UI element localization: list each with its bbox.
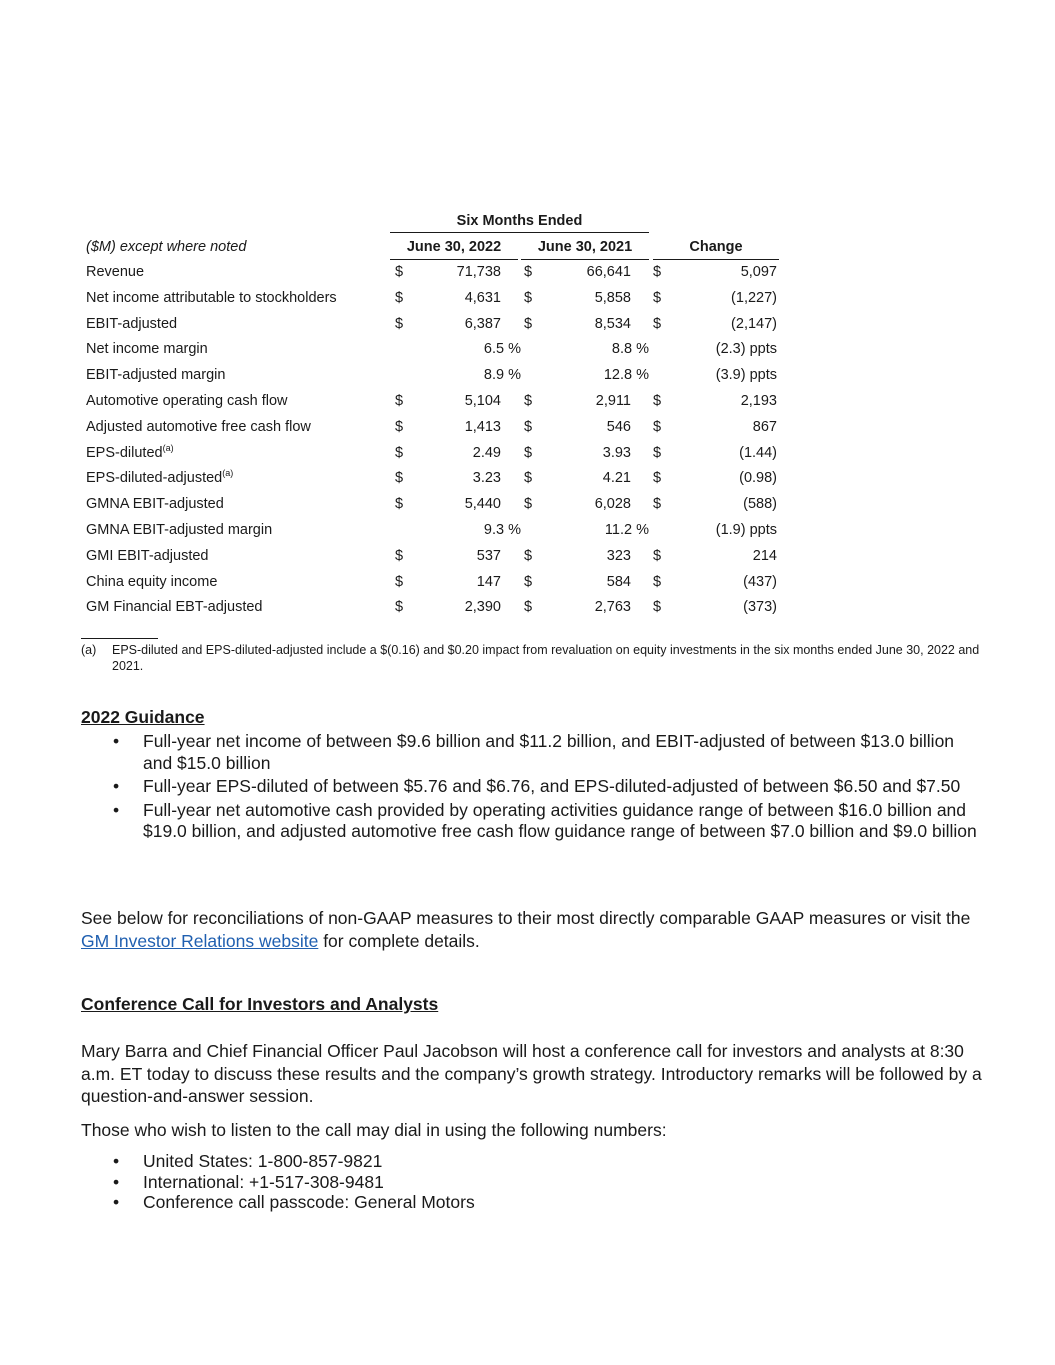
- value-2022: 1,413: [464, 418, 501, 435]
- header-col-change: Change: [653, 235, 779, 260]
- currency-2022: $: [395, 573, 404, 590]
- value-2022: 5,440: [464, 496, 501, 513]
- currency-2022: $: [395, 392, 404, 409]
- guidance-list: [81, 731, 981, 845]
- currency-2021: $: [524, 444, 533, 461]
- value-change: (0.98): [739, 470, 777, 487]
- table-row: [81, 415, 781, 441]
- table-row: [81, 466, 781, 492]
- footnote-reference: (a): [222, 468, 234, 479]
- footnote-rule: [81, 638, 158, 639]
- conference-title: Conference Call for Investors and Analysts: [81, 994, 439, 1014]
- currency-change: $: [653, 264, 662, 280]
- footnote-reference: (a): [162, 442, 174, 453]
- value-2021: 8,534: [594, 315, 631, 332]
- guidance-item: [81, 800, 981, 843]
- guidance-title: 2022 Guidance: [81, 707, 205, 727]
- row-label: [86, 415, 311, 441]
- header-label: ($M) except where noted: [86, 239, 247, 255]
- value-2022: 9.3 %: [483, 521, 521, 538]
- row-label-text: GMI EBIT-adjusted: [86, 547, 209, 564]
- currency-change: $: [653, 315, 662, 332]
- currency-2022: $: [395, 264, 404, 280]
- currency-change: $: [653, 470, 662, 487]
- value-2022: 6.5 %: [483, 341, 521, 358]
- row-label: [86, 389, 288, 415]
- header-col-2021: June 30, 2021: [521, 235, 649, 260]
- table-row: [81, 260, 781, 286]
- bullet-icon: •: [113, 799, 120, 820]
- bullet-icon: •: [113, 1151, 120, 1171]
- see-below-text-end: for complete details.: [318, 931, 480, 951]
- currency-change: $: [653, 547, 662, 564]
- guidance-item-text: Full-year EPS-diluted of between $5.76 and $6.76, and EPS-diluted-adjusted of between $6.50 and $7.50: [143, 776, 961, 796]
- row-label-text: EBIT-adjusted: [86, 315, 178, 332]
- value-2021: 6,028: [594, 496, 631, 513]
- row-label: [86, 570, 217, 596]
- row-label: [86, 595, 263, 621]
- currency-2021: $: [524, 547, 533, 564]
- row-label-text: China equity income: [86, 573, 218, 590]
- footnote-text: EPS-diluted and EPS-diluted-adjusted include a $(0.16) and $0.20 impact from revaluation on equity investments in the six months ended June 30, 2022 and 2021.: [112, 643, 980, 673]
- row-label-text: Revenue: [86, 264, 145, 280]
- value-change: (1.44): [739, 444, 777, 461]
- value-change: (3.9) ppts: [715, 367, 777, 384]
- row-label-text: EBIT-adjusted margin: [86, 367, 226, 384]
- row-label: [86, 544, 209, 570]
- row-label: [86, 260, 144, 286]
- row-label-text: Adjusted automotive free cash flow: [86, 418, 311, 435]
- bullet-icon: •: [113, 1192, 120, 1212]
- value-change: (1.9) ppts: [715, 521, 777, 538]
- guidance-item: [81, 776, 981, 798]
- value-2022: 537: [476, 547, 501, 564]
- dial-item: [81, 1192, 981, 1213]
- currency-2021: $: [524, 418, 533, 435]
- header-col-2022: June 30, 2022: [390, 235, 518, 260]
- conference-paragraph: Mary Barra and Chief Financial Officer Paul Jacobson will host a conference call for investors and analysts at 8:30 a.m. ET today to discuss these results and the company’s growth strategy. Introductory remarks will be followed by a question-and-answer session.: [81, 1041, 982, 1106]
- value-2022: 5,104: [464, 392, 501, 409]
- value-2022: 6,387: [464, 315, 501, 332]
- currency-2022: $: [395, 599, 404, 616]
- see-below-paragraph: [81, 907, 991, 953]
- row-label: [86, 337, 208, 363]
- header-six-months-ended: Six Months Ended: [390, 208, 649, 233]
- table-row: [81, 389, 781, 415]
- guidance-item: [81, 731, 981, 774]
- value-2022: 2,390: [464, 599, 501, 616]
- value-change: (1,227): [731, 289, 777, 306]
- currency-change: $: [653, 599, 662, 616]
- value-2021: 584: [606, 573, 631, 590]
- dial-item-text: Conference call passcode: General Motors: [143, 1192, 475, 1212]
- currency-2022: $: [395, 315, 404, 332]
- bullet-icon: •: [113, 1171, 120, 1192]
- footnote-mark: (a): [81, 643, 97, 657]
- table-row: [81, 595, 781, 621]
- row-label-text: Net income margin: [86, 341, 208, 358]
- currency-2022: $: [395, 289, 404, 306]
- currency-change: $: [653, 444, 662, 461]
- currency-change: $: [653, 418, 662, 435]
- value-change: 2,193: [740, 392, 777, 409]
- row-label: [86, 492, 224, 518]
- bullet-icon: •: [113, 776, 120, 796]
- value-2021: 11.2 %: [604, 521, 649, 538]
- value-2021: 3.93: [602, 444, 631, 461]
- currency-2022: $: [395, 418, 404, 435]
- currency-change: $: [653, 573, 662, 590]
- listen-paragraph: Those who wish to listen to the call may dial in using the following numbers:: [81, 1120, 667, 1140]
- currency-2022: $: [395, 444, 404, 461]
- value-2022: 3.23: [472, 470, 501, 487]
- value-2022: 147: [476, 573, 501, 590]
- row-label-text: Automotive operating cash flow: [86, 392, 288, 409]
- value-change: (588): [743, 496, 777, 513]
- value-2021: 2,763: [594, 599, 631, 616]
- dial-item-text: International: +1-517-308-9481: [143, 1171, 384, 1192]
- currency-change: $: [653, 289, 662, 306]
- table-row: [81, 492, 781, 518]
- row-label: [86, 286, 337, 312]
- see-below-text: See below for reconciliations of non-GAAP measures to their most directly comparable GAAP measures or visit the: [81, 908, 971, 928]
- table-row: [81, 441, 781, 467]
- currency-2021: $: [524, 573, 533, 590]
- table-row: [81, 544, 781, 570]
- row-label-text: EPS-diluted: [86, 444, 163, 461]
- currency-change: $: [653, 496, 662, 513]
- value-2022: 71,738: [456, 264, 501, 280]
- row-label: [86, 363, 225, 389]
- currency-2021: $: [524, 392, 533, 409]
- dial-item-text: United States: 1-800-857-9821: [143, 1151, 383, 1171]
- row-label-text: Net income attributable to stockholders: [86, 289, 337, 306]
- currency-2022: $: [395, 496, 404, 513]
- row-label-text: GMNA EBIT-adjusted: [86, 496, 224, 513]
- currency-change: $: [653, 392, 662, 409]
- table-row: [81, 286, 781, 312]
- table-body: [81, 260, 781, 621]
- table-row: [81, 312, 781, 338]
- row-label-text: EPS-diluted-adjusted: [86, 470, 223, 487]
- bullet-icon: •: [113, 731, 120, 751]
- row-label: [86, 312, 177, 338]
- row-label: [86, 441, 174, 467]
- dial-in-list: [81, 1151, 981, 1213]
- value-2021: 4.21: [602, 470, 631, 487]
- currency-2021: $: [524, 496, 533, 513]
- value-2021: 323: [606, 547, 631, 564]
- row-label: [86, 518, 272, 544]
- currency-2021: $: [524, 264, 533, 280]
- value-2021: 8.8 %: [611, 341, 649, 358]
- table-row: [81, 518, 781, 544]
- currency-2022: $: [395, 547, 404, 564]
- investor-relations-link[interactable]: GM Investor Relations website: [81, 931, 319, 951]
- value-2022: 4,631: [464, 289, 501, 306]
- value-2022: 2.49: [472, 444, 501, 461]
- value-change: 214: [752, 547, 777, 564]
- table-row: [81, 363, 781, 389]
- guidance-item-text: Full-year net automotive cash provided by operating activities guidance range of between $16.0 billion and $19.0 billion, and adjusted automotive free cash flow guidance range of between $7.0 billion and $9.0 billion: [143, 799, 977, 841]
- value-change: (2.3) ppts: [715, 341, 777, 358]
- guidance-item-text: Full-year net income of between $9.6 billion and $11.2 billion, and EBIT-adjusted of between $13.0 billion and $15.0 billion: [143, 731, 955, 773]
- table-row: [81, 570, 781, 596]
- dial-item: [81, 1151, 981, 1172]
- currency-2021: $: [524, 470, 533, 487]
- value-2021: 2,911: [595, 392, 631, 409]
- footnote: [81, 642, 981, 674]
- value-2021: 12.8 %: [603, 367, 649, 384]
- dial-item: [81, 1172, 981, 1193]
- row-label-text: GMNA EBIT-adjusted margin: [86, 521, 273, 538]
- table-row: [81, 337, 781, 363]
- value-2021: 66,641: [586, 264, 631, 280]
- value-2022: 8.9 %: [483, 367, 521, 384]
- currency-2021: $: [524, 315, 533, 332]
- value-change: 5,097: [740, 264, 777, 280]
- currency-2021: $: [524, 599, 533, 616]
- value-change: (373): [743, 599, 777, 616]
- value-change: 867: [752, 418, 777, 435]
- row-label-text: GM Financial EBT-adjusted: [86, 599, 263, 616]
- currency-2022: $: [395, 470, 404, 487]
- currency-2021: $: [524, 289, 533, 306]
- value-2021: 5,858: [594, 289, 631, 306]
- value-2021: 546: [606, 418, 631, 435]
- row-label: [86, 466, 233, 492]
- value-change: (437): [743, 573, 777, 590]
- value-change: (2,147): [731, 315, 777, 332]
